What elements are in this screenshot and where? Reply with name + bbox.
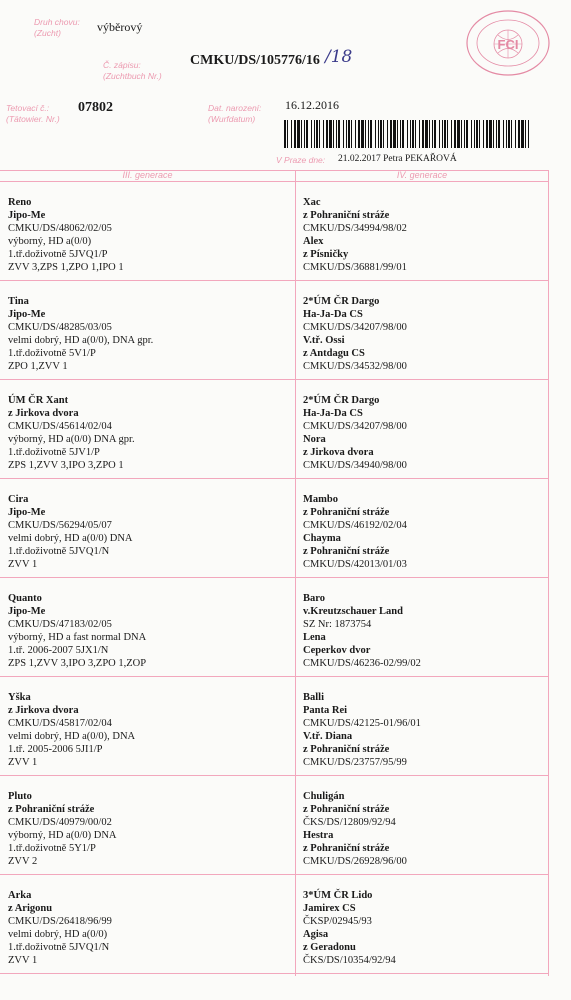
ancestor-line: 1.tř.doživotně 5JV1/P	[8, 446, 100, 458]
ancestor-line: z Jirkova dvora	[303, 446, 374, 458]
ancestor-line: ZVV 1	[8, 558, 38, 570]
row-divider	[0, 874, 548, 875]
barcode-bar	[314, 120, 315, 148]
barcode-bar	[461, 120, 462, 148]
barcode-bar	[370, 120, 372, 148]
barcode	[284, 120, 532, 148]
barcode-bar	[375, 120, 376, 148]
barcode-bar	[518, 120, 520, 148]
ancestor-line: Jipo-Me	[8, 506, 46, 518]
ancestor-line: Jipo-Me	[8, 605, 46, 617]
barcode-bar	[415, 120, 416, 148]
ancestor-line: Nora	[303, 433, 326, 445]
ancestor-line: CMKU/DS/48285/03/05	[8, 321, 112, 333]
row-divider	[0, 676, 548, 677]
ancestor-line: CMKU/DS/26928/96/00	[303, 855, 407, 867]
ancestor-line: CMKU/DS/42013/01/03	[303, 558, 407, 570]
registry-label	[103, 60, 162, 82]
ancestor-line: Baro	[303, 593, 325, 604]
barcode-bar	[489, 120, 492, 148]
ancestor-line: z Antdagu CS	[303, 347, 365, 359]
gen3-ancestor-cell	[8, 890, 112, 967]
ancestor-line: Panta Rei	[303, 704, 348, 716]
ancestor-line: z Geradonu	[303, 941, 356, 953]
barcode-bar	[498, 120, 500, 148]
ancestor-line: z Pohraniční stráže	[303, 842, 390, 854]
barcode-bar	[311, 120, 312, 148]
tattoo-label	[6, 103, 60, 125]
ancestor-line: ČKS/DS/10354/92/94	[303, 954, 396, 966]
ancestor-line: Xac	[303, 197, 321, 208]
ancestor-line: velmi dobrý, HD a(0/0), DNA	[8, 730, 136, 742]
barcode-bar	[457, 120, 460, 148]
ancestor-line: z Pohraniční stráže	[303, 506, 390, 518]
ancestor-line: z Arigonu	[8, 902, 53, 914]
ancestor-line: CMKU/DS/56294/05/07	[8, 519, 112, 531]
barcode-bar	[483, 120, 484, 148]
barcode-bar	[412, 120, 414, 148]
barcode-bar	[402, 120, 404, 148]
barcode-bar	[378, 120, 379, 148]
ancestor-line: ČKSP/02945/93	[303, 915, 372, 927]
seal-fci-text: FCI	[497, 37, 519, 52]
gen4-ancestor-cell	[303, 395, 407, 472]
barcode-bar	[304, 120, 305, 148]
ancestor-line: Ha-Ja-Da CS	[303, 308, 363, 320]
barcode-bar	[355, 120, 356, 148]
ancestor-line: CMKU/DS/36881/99/01	[303, 261, 407, 273]
ancestor-line: velmi dobrý, HD a(0/0)	[8, 928, 108, 940]
ancestor-line: Cira	[8, 494, 29, 505]
ancestor-line: Chuligán	[303, 791, 345, 802]
barcode-bar	[454, 120, 456, 148]
barcode-bar	[291, 120, 292, 148]
barcode-bar	[393, 120, 396, 148]
ancestor-line: Alex	[303, 235, 324, 247]
barcode-bar	[486, 120, 488, 148]
ancestor-line: ZPO 1,ZVV 1	[8, 360, 68, 372]
barcode-bar	[451, 120, 452, 148]
gen4-ancestor-cell	[303, 791, 407, 868]
ancestor-line: Jamirex CS	[303, 902, 356, 914]
ancestor-line: Ceperkov dvor	[303, 644, 371, 656]
barcode-bar	[306, 120, 308, 148]
issued-date-signature: 21.02.2017 Petra PEKAŘOVÁ	[338, 154, 457, 164]
row-divider	[0, 379, 548, 380]
ancestor-line: Balli	[303, 692, 325, 703]
barcode-bar	[425, 120, 428, 148]
registry-label-de: (Zuchtbuch Nr.)	[103, 71, 162, 81]
barcode-bar	[479, 120, 480, 148]
row-divider	[0, 280, 548, 281]
ancestor-line: z Pohraniční stráže	[303, 545, 390, 557]
barcode-bar	[508, 120, 510, 148]
ancestor-line: Hestra	[303, 829, 334, 841]
barcode-bar	[476, 120, 478, 148]
fci-seal-stamp	[464, 8, 552, 78]
ancestor-line: ZVV 1	[8, 954, 38, 966]
ancestor-line: CMKU/DS/26418/96/99	[8, 915, 112, 927]
breed-type-label-cz: Druh chovu:	[34, 17, 80, 27]
gen4-ancestor-cell	[303, 296, 407, 373]
barcode-bar	[284, 120, 286, 148]
ancestor-line: CMKU/DS/45614/02/04	[8, 420, 112, 432]
ancestor-line: ZVV 3,ZPS 1,ZPO 1,IPO 1	[8, 261, 124, 273]
table-right-border	[548, 170, 549, 976]
ancestor-line: 2*ÚM ČR Dargo	[303, 395, 380, 406]
ancestor-line: CMKU/DS/42125-01/96/01	[303, 717, 421, 729]
barcode-bar	[390, 120, 392, 148]
ancestor-line: ÚM ČR Xant	[8, 395, 69, 406]
ancestor-line: CMKU/DS/47183/02/05	[8, 618, 112, 630]
ancestor-line: ZPS 1,ZVV 3,IPO 3,ZPO 1	[8, 459, 124, 471]
ancestor-line: ZVV 1	[8, 756, 38, 768]
ancestor-line: CMKU/DS/34207/98/00	[303, 420, 407, 432]
barcode-bar	[351, 120, 352, 148]
tattoo-value: 07802	[78, 100, 113, 115]
ancestor-line: výborný, HD a(0/0)	[8, 235, 92, 247]
ancestor-line: CMKU/DS/23757/95/99	[303, 756, 407, 768]
gen4-ancestor-cell	[303, 692, 421, 769]
barcode-bar	[444, 120, 446, 148]
gen3-ancestor-cell	[8, 791, 116, 868]
barcode-bar	[466, 120, 468, 148]
barcode-bar	[358, 120, 360, 148]
registry-handwritten-suffix: /18	[325, 47, 353, 67]
barcode-bar	[343, 120, 344, 148]
ancestor-line: 1.tř. 2005-2006 5JI1/P	[8, 743, 103, 755]
ancestor-line: 1.tř.doživotně 5Y1/P	[8, 842, 96, 854]
ancestor-line: 1.tř.doživotně 5JVQ1/P	[8, 248, 108, 260]
ancestor-line: výborný, HD a fast normal DNA	[8, 631, 147, 643]
ancestor-line: CMKU/DS/46192/02/04	[303, 519, 407, 531]
ancestor-line: z Jirkova dvora	[8, 704, 79, 716]
ancestor-line: výborný, HD a(0/0) DNA	[8, 829, 117, 841]
barcode-bar	[525, 120, 526, 148]
row-divider	[0, 973, 548, 974]
barcode-bar	[434, 120, 436, 148]
ancestor-line: Arka	[8, 890, 32, 901]
barcode-bar	[493, 120, 494, 148]
barcode-bar	[528, 120, 529, 148]
ancestor-line: 3*ÚM ČR Lido	[303, 890, 373, 901]
ancestor-line: Lena	[303, 631, 326, 643]
barcode-bar	[474, 120, 475, 148]
ancestor-line: z Jirkova dvora	[8, 407, 79, 419]
barcode-bar	[365, 120, 366, 148]
ancestor-line: 2*ÚM ČR Dargo	[303, 296, 380, 307]
barcode-bar	[368, 120, 369, 148]
ancestor-line: CMKU/DS/40979/00/02	[8, 816, 112, 828]
barcode-bar	[383, 120, 384, 148]
ancestor-line: Chayma	[303, 532, 341, 544]
barcode-bar	[329, 120, 332, 148]
barcode-bar	[511, 120, 512, 148]
ancestor-line: CMKU/DS/34532/98/00	[303, 360, 407, 372]
ancestor-line: ZPS 1,ZVV 3,IPO 3,ZPO 1,ZOP	[8, 657, 147, 669]
ancestor-line: CMKU/DS/46236-02/99/02	[303, 657, 421, 669]
barcode-bar	[422, 120, 424, 148]
registry-value: CMKU/DS/105776/16	[190, 53, 320, 68]
tattoo-label-de: (Tätowier. Nr.)	[6, 114, 60, 124]
barcode-bar	[323, 120, 324, 148]
ancestor-line: ZVV 2	[8, 855, 38, 867]
ancestor-line: výborný, HD a(0/0) DNA gpr.	[8, 433, 135, 445]
breed-type-label	[34, 17, 80, 39]
ancestor-line: z Pohraniční stráže	[303, 209, 390, 221]
ancestor-line: Jipo-Me	[8, 209, 46, 221]
gen3-ancestor-cell	[8, 692, 135, 769]
column-header-gen3: III. generace	[122, 170, 173, 180]
barcode-bar	[333, 120, 334, 148]
barcode-bar	[361, 120, 364, 148]
ancestor-line: V.tř. Ossi	[303, 334, 345, 346]
row-divider	[0, 577, 548, 578]
row-divider	[0, 478, 548, 479]
ancestor-line: Yška	[8, 692, 31, 703]
ancestor-line: CMKU/DS/34994/98/02	[303, 222, 407, 234]
ancestor-line: z Pohraniční stráže	[303, 803, 390, 815]
barcode-bar	[503, 120, 504, 148]
barcode-bar	[301, 120, 302, 148]
ancestor-line: CMKU/DS/34940/98/00	[303, 459, 407, 471]
ancestor-line: 1.tř.doživotně 5JVQ1/N	[8, 545, 110, 557]
gen4-ancestor-cell	[303, 890, 396, 967]
barcode-bar	[521, 120, 524, 148]
barcode-bar	[287, 120, 288, 148]
ancestor-line: z Písničky	[303, 248, 349, 260]
gen3-ancestor-cell	[8, 593, 146, 670]
ancestor-line: CMKU/DS/45817/02/04	[8, 717, 112, 729]
barcode-bar	[506, 120, 507, 148]
birth-date-label-de: (Wurfdatum)	[208, 114, 256, 124]
breed-type-label-de: (Zucht)	[34, 28, 61, 38]
ancestor-line: Jipo-Me	[8, 308, 46, 320]
ancestor-line: Mambo	[303, 494, 338, 505]
ancestor-line: 1.tř. 2006-2007 5JX1/N	[8, 644, 109, 656]
barcode-bar	[294, 120, 296, 148]
header-row-divider	[0, 181, 548, 182]
barcode-bar	[297, 120, 300, 148]
barcode-bar	[348, 120, 350, 148]
row-divider	[0, 775, 548, 776]
ancestor-line: velmi dobrý, HD a(0/0), DNA gpr.	[8, 334, 154, 346]
barcode-bar	[397, 120, 398, 148]
ancestor-line: SZ Nr: 1873754	[303, 618, 372, 630]
barcode-bar	[419, 120, 420, 148]
ancestor-line: Reno	[8, 197, 32, 208]
barcode-bar	[387, 120, 388, 148]
ancestor-line: CMKU/DS/34207/98/00	[303, 321, 407, 333]
birth-date-value: 16.12.2016	[285, 98, 339, 112]
barcode-bar	[319, 120, 320, 148]
barcode-bar	[447, 120, 448, 148]
ancestor-line: Quanto	[8, 593, 42, 604]
barcode-bar	[407, 120, 408, 148]
barcode-bar	[326, 120, 328, 148]
ancestor-line: Ha-Ja-Da CS	[303, 407, 363, 419]
barcode-bar	[496, 120, 497, 148]
birth-date-label	[208, 103, 261, 125]
barcode-bar	[442, 120, 443, 148]
gen4-ancestor-cell	[303, 494, 407, 571]
ancestor-line: Agisa	[303, 928, 329, 940]
barcode-bar	[346, 120, 347, 148]
ancestor-line: velmi dobrý, HD a(0/0) DNA	[8, 532, 133, 544]
ancestor-line: z Pohraniční stráže	[8, 803, 95, 815]
ancestor-line: Tina	[8, 296, 29, 307]
gen4-ancestor-cell	[303, 197, 407, 274]
barcode-bar	[515, 120, 516, 148]
barcode-bar	[439, 120, 440, 148]
ancestor-line: z Pohraniční stráže	[303, 743, 390, 755]
barcode-bar	[316, 120, 318, 148]
ancestor-line: CMKU/DS/48062/02/05	[8, 222, 112, 234]
gen3-ancestor-cell	[8, 197, 124, 274]
barcode-bar	[400, 120, 401, 148]
ancestor-line: Pluto	[8, 791, 32, 802]
breed-type-value: výběrový	[97, 20, 143, 34]
barcode-bar	[380, 120, 382, 148]
gen4-ancestor-cell	[303, 593, 421, 670]
barcode-bar	[410, 120, 411, 148]
column-divider	[295, 170, 296, 976]
barcode-bar	[336, 120, 337, 148]
tattoo-label-cz: Tetovací č.:	[6, 103, 50, 113]
ancestor-line: 1.tř.doživotně 5JVQ1/N	[8, 941, 110, 953]
registry-label-cz: Č. zápisu:	[103, 60, 141, 70]
birth-date-label-cz: Dat. narození:	[208, 103, 262, 113]
issued-label: V Praze dne:	[276, 155, 326, 165]
ancestor-line: 1.tř.doživotně 5V1/P	[8, 347, 96, 359]
barcode-bar	[471, 120, 472, 148]
barcode-bar	[464, 120, 465, 148]
barcode-bar	[432, 120, 433, 148]
barcode-bar	[338, 120, 340, 148]
ancestor-line: v.Kreutzschauer Land	[303, 605, 403, 617]
gen3-ancestor-cell	[8, 296, 153, 373]
barcode-bar	[429, 120, 430, 148]
ancestor-line: ČKS/DS/12809/92/94	[303, 816, 396, 828]
column-header-gen4: IV. generace	[396, 170, 448, 180]
gen3-ancestor-cell	[8, 494, 133, 571]
gen3-ancestor-cell	[8, 395, 135, 472]
ancestor-line: V.tř. Diana	[303, 730, 353, 742]
